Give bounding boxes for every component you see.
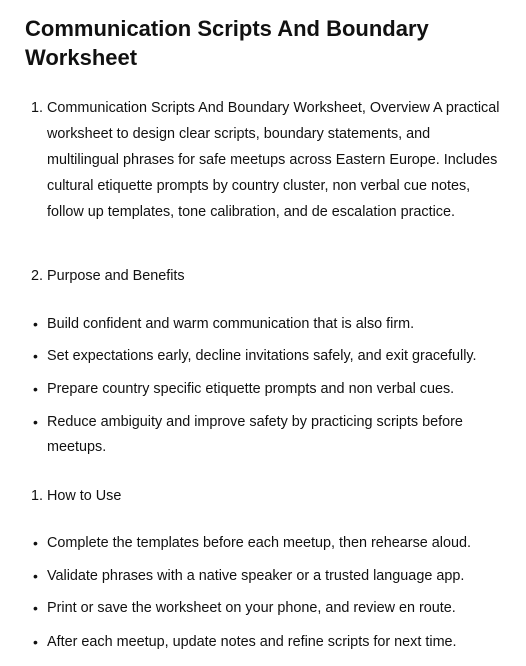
purpose-bullet-text: Reduce ambiguity and improve safety by practicing scripts before meetups. (47, 414, 463, 455)
howto-bullet-text: Print or save the worksheet on your phone, and review en route. (47, 600, 456, 616)
bullet-icon: • (33, 600, 38, 616)
overview-text: Communication Scripts And Boundary Worksheet, Overview A practical worksheet to design clear scripts, boundary statements, and multilingual phrases for safe meetups across Eastern Europe. Includes cultural etiquette prompts by country cluster, non verbal cue notes, follow up templates, tone calibration, and de escalation practice. (47, 100, 500, 220)
bullet-icon: • (33, 381, 38, 397)
bullet-icon: • (33, 535, 38, 551)
purpose-bullet-text: Prepare country specific etiquette prompts and non verbal cues. (47, 381, 455, 397)
purpose-bullet-text: Build confident and warm communication that is also firm. (47, 316, 415, 332)
bullet-icon: • (33, 316, 38, 332)
purpose-heading: Purpose and Benefits (47, 268, 185, 284)
howto-bullet-text: After each meetup, update notes and refine scripts for next time. (47, 634, 457, 650)
list-number: 1. (31, 488, 44, 504)
bullet-icon: • (33, 568, 38, 584)
bullet-icon: • (33, 634, 38, 650)
list-number: 1. (31, 100, 44, 116)
howto-bullet-text: Validate phrases with a native speaker or a trusted language app. (47, 568, 465, 584)
bullet-icon: • (33, 414, 38, 430)
bullet-icon: • (33, 348, 38, 364)
purpose-bullet-text: Set expectations early, decline invitations safely, and exit gracefully. (47, 348, 477, 364)
howto-bullet-text: Complete the templates before each meetup, then rehearse aloud. (47, 535, 471, 551)
list-number: 2. (31, 268, 44, 284)
howto-heading: How to Use (47, 488, 122, 504)
page-title: Communication Scripts And Boundary Worksheet (25, 16, 429, 70)
